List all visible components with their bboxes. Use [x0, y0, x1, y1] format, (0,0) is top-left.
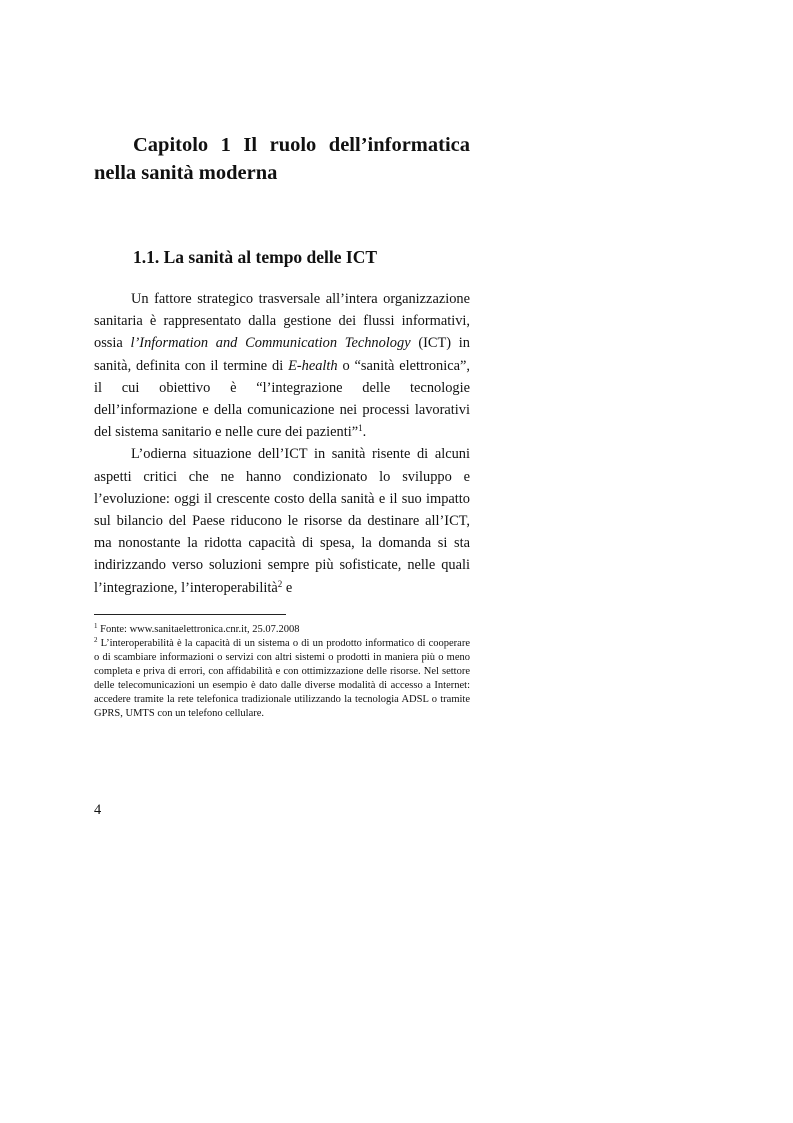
footnote-ref-2[interactable]: 2 — [277, 578, 283, 589]
footnotes — [94, 623, 470, 721]
footnote-2-text: L’interoperabilità è la capacità di un sistema o di un prodotto informatico di cooperare o di scambiare informazioni o servizi con altri sistemi o prodotti in maniera più o meno completa e priva di errori, con affidabilità e con ottimizzazione delle risorse. Nel settore delle telecomunicazioni un esempio è dato dalle diverse modalità di accesso a Internet: accedere tramite la rete telefonica tradizionale utilizzando la tecnologia ADSL o tramite GPRS, UMTS con un telefono cellulare. — [94, 638, 470, 719]
chapter-title: Capitolo 1 Il ruolo dell’informatica nella sanità moderna — [94, 134, 470, 184]
footnote-ref-1[interactable]: 1 — [358, 423, 363, 434]
footnote-2 — [94, 637, 470, 721]
footnote-separator — [94, 614, 286, 615]
body-text — [94, 288, 470, 599]
section-title: 1.1. La sanità al tempo delle ICT — [133, 247, 378, 267]
page-number: 4 — [94, 802, 102, 818]
paragraph-1-text-d: . — [362, 424, 367, 441]
paragraph-2 — [94, 443, 470, 598]
footnote-1-number: 1 — [94, 622, 98, 630]
footnote-1-text: Fonte: www.sanitaelettronica.cnr.it, 25.07.2008 — [97, 624, 300, 635]
paragraph-1-ehealth-term: E-health — [288, 357, 338, 374]
paragraph-1-text-b: (ICT) in sanità, definita con il termine di — [94, 335, 471, 374]
paragraph-1-ict-term: l’Information and Communication Technology — [130, 335, 411, 352]
footnote-1 — [94, 623, 470, 637]
paragraph-1-text-c: o “sanità elettronica”, il cui obiettivo è “l’integrazione delle tecnologie dell’informazione e della comunicazione nei processi lavorativi del sistema sanitario e nelle cure dei pazienti” — [94, 357, 470, 441]
footnote-2-number: 2 — [94, 636, 98, 644]
paragraph-2-text-a: L’odierna situazione dell’ICT in sanità risente di alcuni aspetti critici che ne hanno condizionato lo sviluppo e l’evoluzione: oggi il crescente costo della sanità e il suo impatto sul bilancio del Paese riducono le risorse da destinare all’ICT, ma nonostante la ridotta capacità di spesa, la domanda si sta indirizzando verso soluzioni sempre più sofisticate, nelle quali l’integrazione, l’interoperabilità — [94, 446, 470, 596]
paragraph-1 — [94, 288, 470, 443]
paragraph-2-text-b: e — [282, 579, 293, 596]
paragraph-1-text-a: Un fattore strategico trasversale all’intera organizzazione sanitaria è rappresentato dalla gestione dei flussi informativi, ossia — [94, 291, 470, 352]
